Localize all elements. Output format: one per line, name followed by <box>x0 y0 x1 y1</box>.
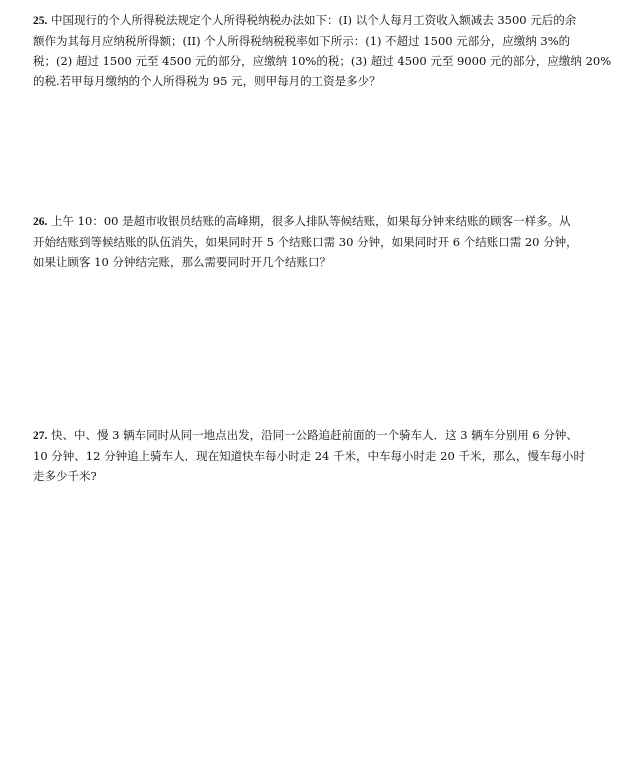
problem-line <box>33 10 613 31</box>
problem-line: 税；(2) 超过 1500 元至 4500 元的部分，应缴纳 10%的税；(3) 超过 4500 元至 9000 元的部分，应缴纳 20% <box>33 54 612 68</box>
problem-text: 快、中、慢 3 辆车同时从同一地点出发，沿同一公路追赶前面的一个骑车人．这 3 辆车分别用 6 分钟、 <box>47 428 578 442</box>
problem-line: 的税.若甲每月缴纳的个人所得税为 95 元，则甲每月的工资是多少？ <box>33 74 381 88</box>
problem-text: 中国现行的个人所得税法规定个人所得税纳税办法如下：(I) 以个人每月工资收入额减去 3500 元后的余 <box>47 13 577 27</box>
problem-line: 开始结账到等候结账的队伍消失，如果同时开 5 个结账口需 30 分钟，如果同时开 6 个结账口需 20 分钟， <box>33 235 578 249</box>
problem-line: 10 分钟、12 分钟追上骑车人．现在知道快车每小时走 24 千米，中车每小时走 20 千米，那么，慢车每小时 <box>33 449 585 463</box>
problem-27 <box>33 425 613 486</box>
problem-number: 27. <box>33 430 48 442</box>
problem-25 <box>33 10 613 91</box>
problem-number: 26. <box>33 216 48 228</box>
problem-line <box>33 211 613 232</box>
problem-line: 额作为其每月应纳税所得额；(II) 个人所得税纳税税率如下所示：(1) 不超过 1500 元部分，应缴纳 3%的 <box>33 34 571 48</box>
problem-text: 上午 10：00 是超市收银员结账的高峰期，很多人排队等候结账，如果每分钟来结账的顾客一样多。从 <box>47 214 571 228</box>
problem-line <box>33 425 613 446</box>
problem-line: 走多少千米? <box>33 469 97 483</box>
problem-26 <box>33 211 613 272</box>
problem-number: 25. <box>33 15 48 27</box>
problem-line: 如果让顾客 10 分钟结完账，那么需要同时开几个结账口？ <box>33 255 331 269</box>
